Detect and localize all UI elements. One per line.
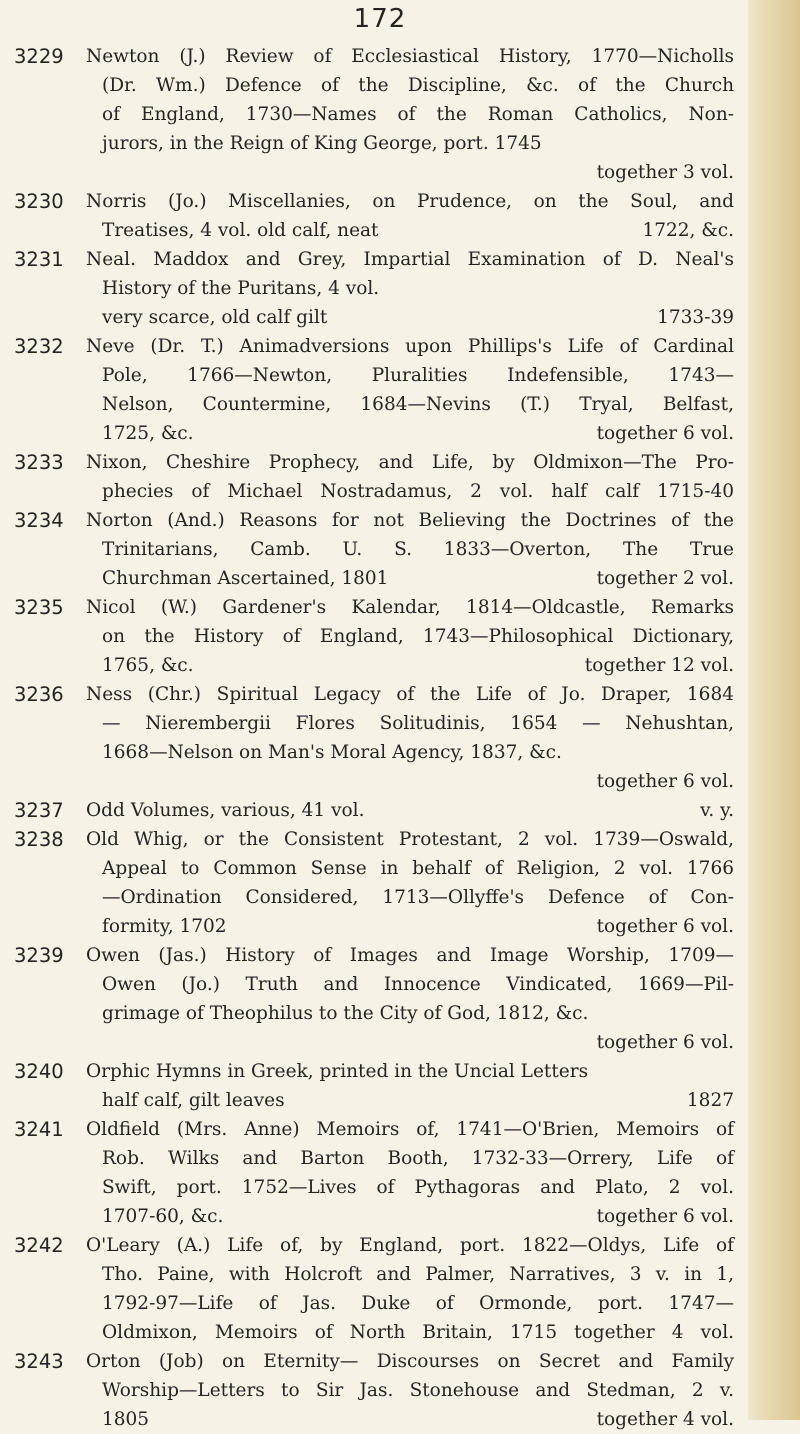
lot-number: 3240 <box>14 1060 64 1083</box>
entry-line: (Dr. Wm.) Defence of the Discipline, &c. of the Church <box>102 75 734 96</box>
entry-line <box>86 1202 734 1231</box>
entry-line: Nixon, Cheshire Prophecy, and Life, by Oldmixon—The Pro- <box>86 452 734 473</box>
entry-volumes: together 12 vol. <box>584 655 734 676</box>
lot-number: 3236 <box>14 683 64 706</box>
entry-line-text: 1765, &c. <box>102 655 194 676</box>
page-number: 172 <box>353 4 407 34</box>
lot-number: 3238 <box>14 828 64 851</box>
entry-line: jurors, in the Reign of King George, port. 1745 <box>102 133 542 154</box>
entry-line: Nelson, Countermine, 1684—Nevins (T.) Tryal, Belfast, <box>102 394 734 415</box>
entry-line: Orton (Job) on Eternity— Discourses on Secret and Family <box>86 1351 734 1372</box>
entry-line: Swift, port. 1752—Lives of Pythagoras and Plato, 2 vol. <box>102 1177 734 1198</box>
entry-line: together 6 vol. <box>596 771 734 792</box>
entry-date: 1722, &c. <box>642 220 734 241</box>
entry-line: Owen (Jas.) History of Images and Image Worship, 1709— <box>86 945 734 966</box>
entry-line-text: Churchman Ascertained, 1801 <box>102 568 389 589</box>
entry-line: History of the Puritans, 4 vol. <box>102 278 380 299</box>
entry-line: — Nierembergii Flores Solitudinis, 1654 — Nehushtan, <box>102 713 734 734</box>
entry-line <box>86 796 734 825</box>
entry-line: Orphic Hymns in Greek, printed in the Uncial Letters <box>86 1061 589 1082</box>
entry-line: —Ordination Considered, 1713—Ollyffe's Defence of Con- <box>102 887 734 908</box>
catalogue-entry <box>14 1231 734 1347</box>
entry-line <box>86 564 734 593</box>
entry-line-text: very scarce, old calf gilt <box>102 307 328 328</box>
entry-line-text: Treatises, 4 vol. old calf, neat <box>102 220 379 241</box>
lot-number: 3233 <box>14 451 64 474</box>
lot-number: 3242 <box>14 1234 64 1257</box>
entry-line-text: half calf, gilt leaves <box>102 1090 285 1111</box>
entry-line <box>86 216 734 245</box>
entry-line <box>86 419 734 448</box>
entry-line <box>86 1086 734 1115</box>
entry-line: grimage of Theophilus to the City of God, 1812, &c. <box>102 1003 589 1024</box>
entry-line: Norton (And.) Reasons for not Believing the Doctrines of the <box>86 510 734 531</box>
entry-volumes: together 4 vol. <box>596 1409 734 1430</box>
catalogue-entries <box>14 42 734 1434</box>
catalogue-entry <box>14 1115 734 1231</box>
entry-line: 1668—Nelson on Man's Moral Agency, 1837, &c. <box>102 742 562 763</box>
entry-line: together 3 vol. <box>596 162 734 183</box>
entry-line <box>86 303 734 332</box>
entry-line: Worship—Letters to Sir Jas. Stonehouse and Stedman, 2 v. <box>102 1380 734 1401</box>
entry-line <box>86 912 734 941</box>
lot-number: 3243 <box>14 1350 64 1373</box>
entry-line: Trinitarians, Camb. U. S. 1833—Overton, The True <box>102 539 734 560</box>
entry-line: O'Leary (A.) Life of, by England, port. 1822—Oldys, Life of <box>86 1235 734 1256</box>
catalogue-entry <box>14 941 734 1057</box>
catalogue-entry <box>14 332 734 448</box>
entry-line-text: formity, 1702 <box>102 916 227 937</box>
entry-line-text: 1707-60, &c. <box>102 1206 224 1227</box>
entry-line: of England, 1730—Names of the Roman Catholics, Non- <box>102 104 734 125</box>
lot-number: 3231 <box>14 248 64 271</box>
entry-line: Nicol (W.) Gardener's Kalendar, 1814—Oldcastle, Remarks <box>86 597 734 618</box>
entry-line-text: 1725, &c. <box>102 423 194 444</box>
entry-line: Pole, 1766—Newton, Pluralities Indefensible, 1743— <box>102 365 734 386</box>
entry-line: Oldmixon, Memoirs of North Britain, 1715 together 4 vol. <box>102 1322 734 1343</box>
entry-line: 1792-97—Life of Jas. Duke of Ormonde, port. 1747— <box>102 1293 734 1314</box>
page-edge <box>748 0 800 1420</box>
entry-line: together 6 vol. <box>596 1032 734 1053</box>
catalogue-entry <box>14 680 734 796</box>
entry-line: Newton (J.) Review of Ecclesiastical History, 1770—Nicholls <box>86 46 734 67</box>
lot-number: 3235 <box>14 596 64 619</box>
entry-line: Rob. Wilks and Barton Booth, 1732-33—Orrery, Life of <box>102 1148 734 1169</box>
lot-number: 3229 <box>14 45 64 68</box>
entry-line: Owen (Jo.) Truth and Innocence Vindicated, 1669—Pil- <box>102 974 734 995</box>
catalogue-entry <box>14 187 734 245</box>
entry-note: v. y. <box>700 800 734 821</box>
entry-line: Neve (Dr. T.) Animadversions upon Phillips's Life of Cardinal <box>86 336 734 357</box>
catalogue-entry <box>14 593 734 680</box>
catalogue-entry <box>14 1057 734 1115</box>
catalogue-entry <box>14 825 734 941</box>
entry-line: phecies of Michael Nostradamus, 2 vol. half calf 1715-40 <box>102 481 734 502</box>
catalogue-entry <box>14 506 734 593</box>
entry-line: Neal. Maddox and Grey, Impartial Examination of D. Neal's <box>86 249 734 270</box>
entry-line: Old Whig, or the Consistent Protestant, 2 vol. 1739—Oswald, <box>86 829 734 850</box>
entry-line: Appeal to Common Sense in behalf of Religion, 2 vol. 1766 <box>102 858 734 879</box>
entry-line: Norris (Jo.) Miscellanies, on Prudence, on the Soul, and <box>86 191 734 212</box>
catalogue-entry <box>14 448 734 506</box>
entry-date: 1733-39 <box>657 307 734 328</box>
entry-line: Oldfield (Mrs. Anne) Memoirs of, 1741—O'Brien, Memoirs of <box>86 1119 734 1140</box>
lot-number: 3230 <box>14 190 64 213</box>
lot-number: 3234 <box>14 509 64 532</box>
entry-volumes: together 2 vol. <box>596 568 734 589</box>
lot-number: 3239 <box>14 944 64 967</box>
entry-volumes: together 6 vol. <box>596 916 734 937</box>
entry-line: Tho. Paine, with Holcroft and Palmer, Narratives, 3 v. in 1, <box>102 1264 734 1285</box>
entry-volumes: together 6 vol. <box>596 1206 734 1227</box>
lot-number: 3232 <box>14 335 64 358</box>
lot-number: 3241 <box>14 1118 64 1141</box>
entry-volumes: together 6 vol. <box>596 423 734 444</box>
entry-line <box>86 651 734 680</box>
entry-line-text: Odd Volumes, various, 41 vol. <box>86 800 365 821</box>
entry-line: Ness (Chr.) Spiritual Legacy of the Life of Jo. Draper, 1684 <box>86 684 734 705</box>
catalogue-entry <box>14 245 734 332</box>
entry-line-text: 1805 <box>102 1409 150 1430</box>
catalogue-entry <box>14 42 734 187</box>
entry-date: 1827 <box>686 1090 734 1111</box>
entry-line: on the History of England, 1743—Philosophical Dictionary, <box>102 626 734 647</box>
lot-number: 3237 <box>14 799 64 822</box>
catalogue-entry <box>14 796 734 825</box>
catalogue-entry <box>14 1347 734 1434</box>
